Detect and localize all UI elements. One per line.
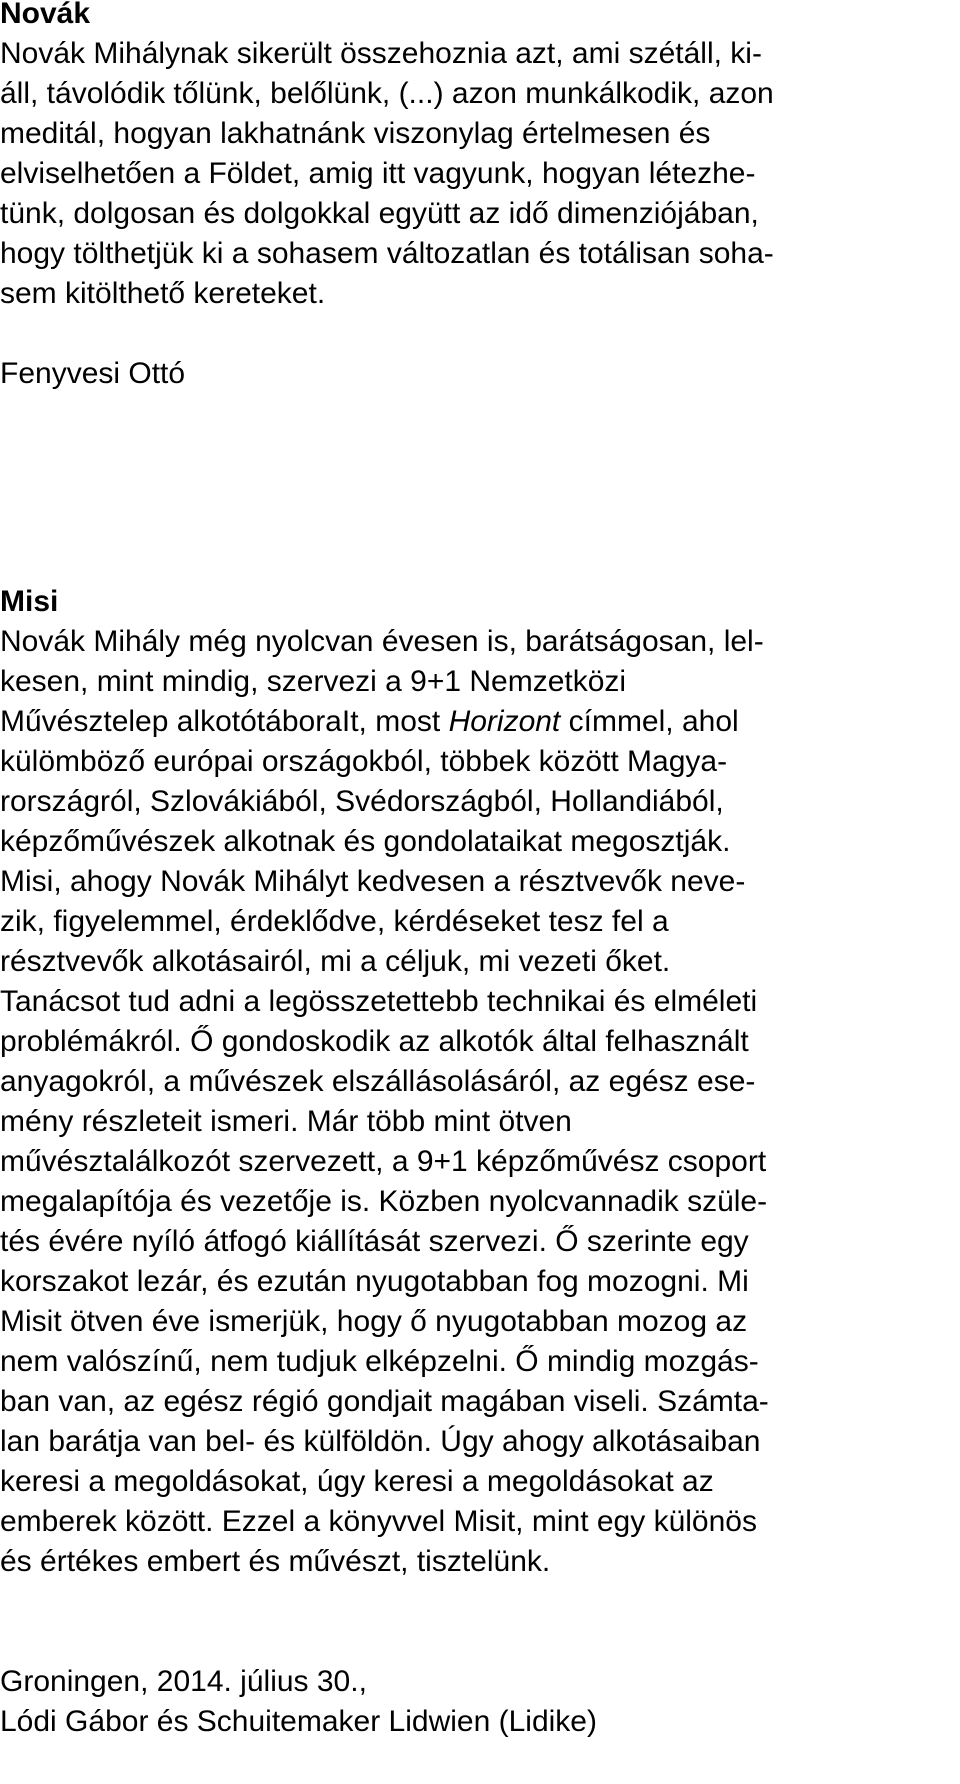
paragraph-line: és értékes embert és művészt, tisztelünk. <box>0 1545 551 1578</box>
paragraph-line: emberek között. Ezzel a könyvvel Misit, mint egy különös <box>0 1505 757 1538</box>
paragraph-line: zik, figyelemmel, érdeklődve, kérdéseket tesz fel a <box>0 905 669 938</box>
paragraph-line: meditál, hogyan lakhatnánk viszonylag értelmesen és <box>0 117 711 150</box>
paragraph-line: elviselhetően a Földet, amig itt vagyunk, hogyan létezhe- <box>0 157 756 190</box>
paragraph-line: megalapítója és vezetője is. Közben nyolcvannadik szüle- <box>0 1185 768 1218</box>
paragraph-line: külömböző európai országokból, többek között Magya- <box>0 745 728 778</box>
paragraph-line <box>0 702 739 742</box>
paragraph-line: nem valószínű, nem tudjuk elképzelni. Ő mindig mozgás- <box>0 1345 759 1378</box>
paragraph-line: kesen, mint mindig, szervezi a 9+1 Nemzetközi <box>0 665 627 698</box>
line-text: Művésztelep alkotótáboraIt, most <box>0 705 449 738</box>
closing-authors: Lódi Gábor és Schuitemaker Lidwien (Lidike) <box>0 1705 597 1738</box>
paragraph-line: résztvevők alkotásairól, mi a céljuk, mi vezeti őket. <box>0 945 671 978</box>
section-heading-misi: Misi <box>0 585 59 618</box>
paragraph-line: Novák Mihály még nyolcvan évesen is, barátságosan, lel- <box>0 625 764 658</box>
paragraph-line: korszakot lezár, és ezután nyugotabban fog mozogni. Mi <box>0 1265 749 1298</box>
quote-author: Fenyvesi Ottó <box>0 357 186 390</box>
section-heading-novak: Novák <box>0 0 91 30</box>
paragraph-line: lan barátja van bel- és külföldön. Úgy ahogy alkotásaiban <box>0 1425 761 1458</box>
italic-title: Horizont <box>448 705 561 738</box>
paragraph-line: ban van, az egész régió gondjait magában viseli. Számta- <box>0 1385 769 1418</box>
paragraph-line: hogy tölthetjük ki a sohasem változatlan és totálisan soha- <box>0 237 774 270</box>
line-text: címmel, ahol <box>560 705 739 738</box>
paragraph-line: képzőművészek alkotnak és gondolataikat megosztják. <box>0 825 731 858</box>
paragraph-line: tés évére nyíló átfogó kiállítását szervezi. Ő szerinte egy <box>0 1225 749 1258</box>
paragraph-line: tünk, dolgosan és dolgokkal együtt az idő dimenziójában, <box>0 197 759 230</box>
paragraph-line: mény részleteit ismeri. Már több mint ötven <box>0 1105 572 1138</box>
paragraph-line: rországról, Szlovákiából, Svédországból, Hollandiából, <box>0 785 724 818</box>
paragraph-line: Misi, ahogy Novák Mihályt kedvesen a résztvevők neve- <box>0 865 746 898</box>
paragraph-line: sem kitölthető kereteket. <box>0 277 326 310</box>
paragraph-line: keresi a megoldásokat, úgy keresi a megoldásokat az <box>0 1465 714 1498</box>
paragraph-line: problémákról. Ő gondoskodik az alkotók által felhasznált <box>0 1025 749 1058</box>
paragraph-line: Novák Mihálynak sikerült összehoznia azt, ami szétáll, ki- <box>0 37 762 70</box>
paragraph-line: Tanácsot tud adni a legösszetettebb technikai és elméleti <box>0 985 758 1018</box>
paragraph-line: anyagokról, a művészek elszállásolásáról, az egész ese- <box>0 1065 756 1098</box>
paragraph-line: áll, távolódik tőlünk, belőlünk, (...) azon munkálkodik, azon <box>0 77 774 110</box>
paragraph-line: Misit ötven éve ismerjük, hogy ő nyugotabban mozog az <box>0 1305 748 1338</box>
paragraph-line: művésztalálkozót szervezett, a 9+1 képzőművész csoport <box>0 1145 767 1178</box>
closing-place-date: Groningen, 2014. július 30., <box>0 1665 367 1698</box>
